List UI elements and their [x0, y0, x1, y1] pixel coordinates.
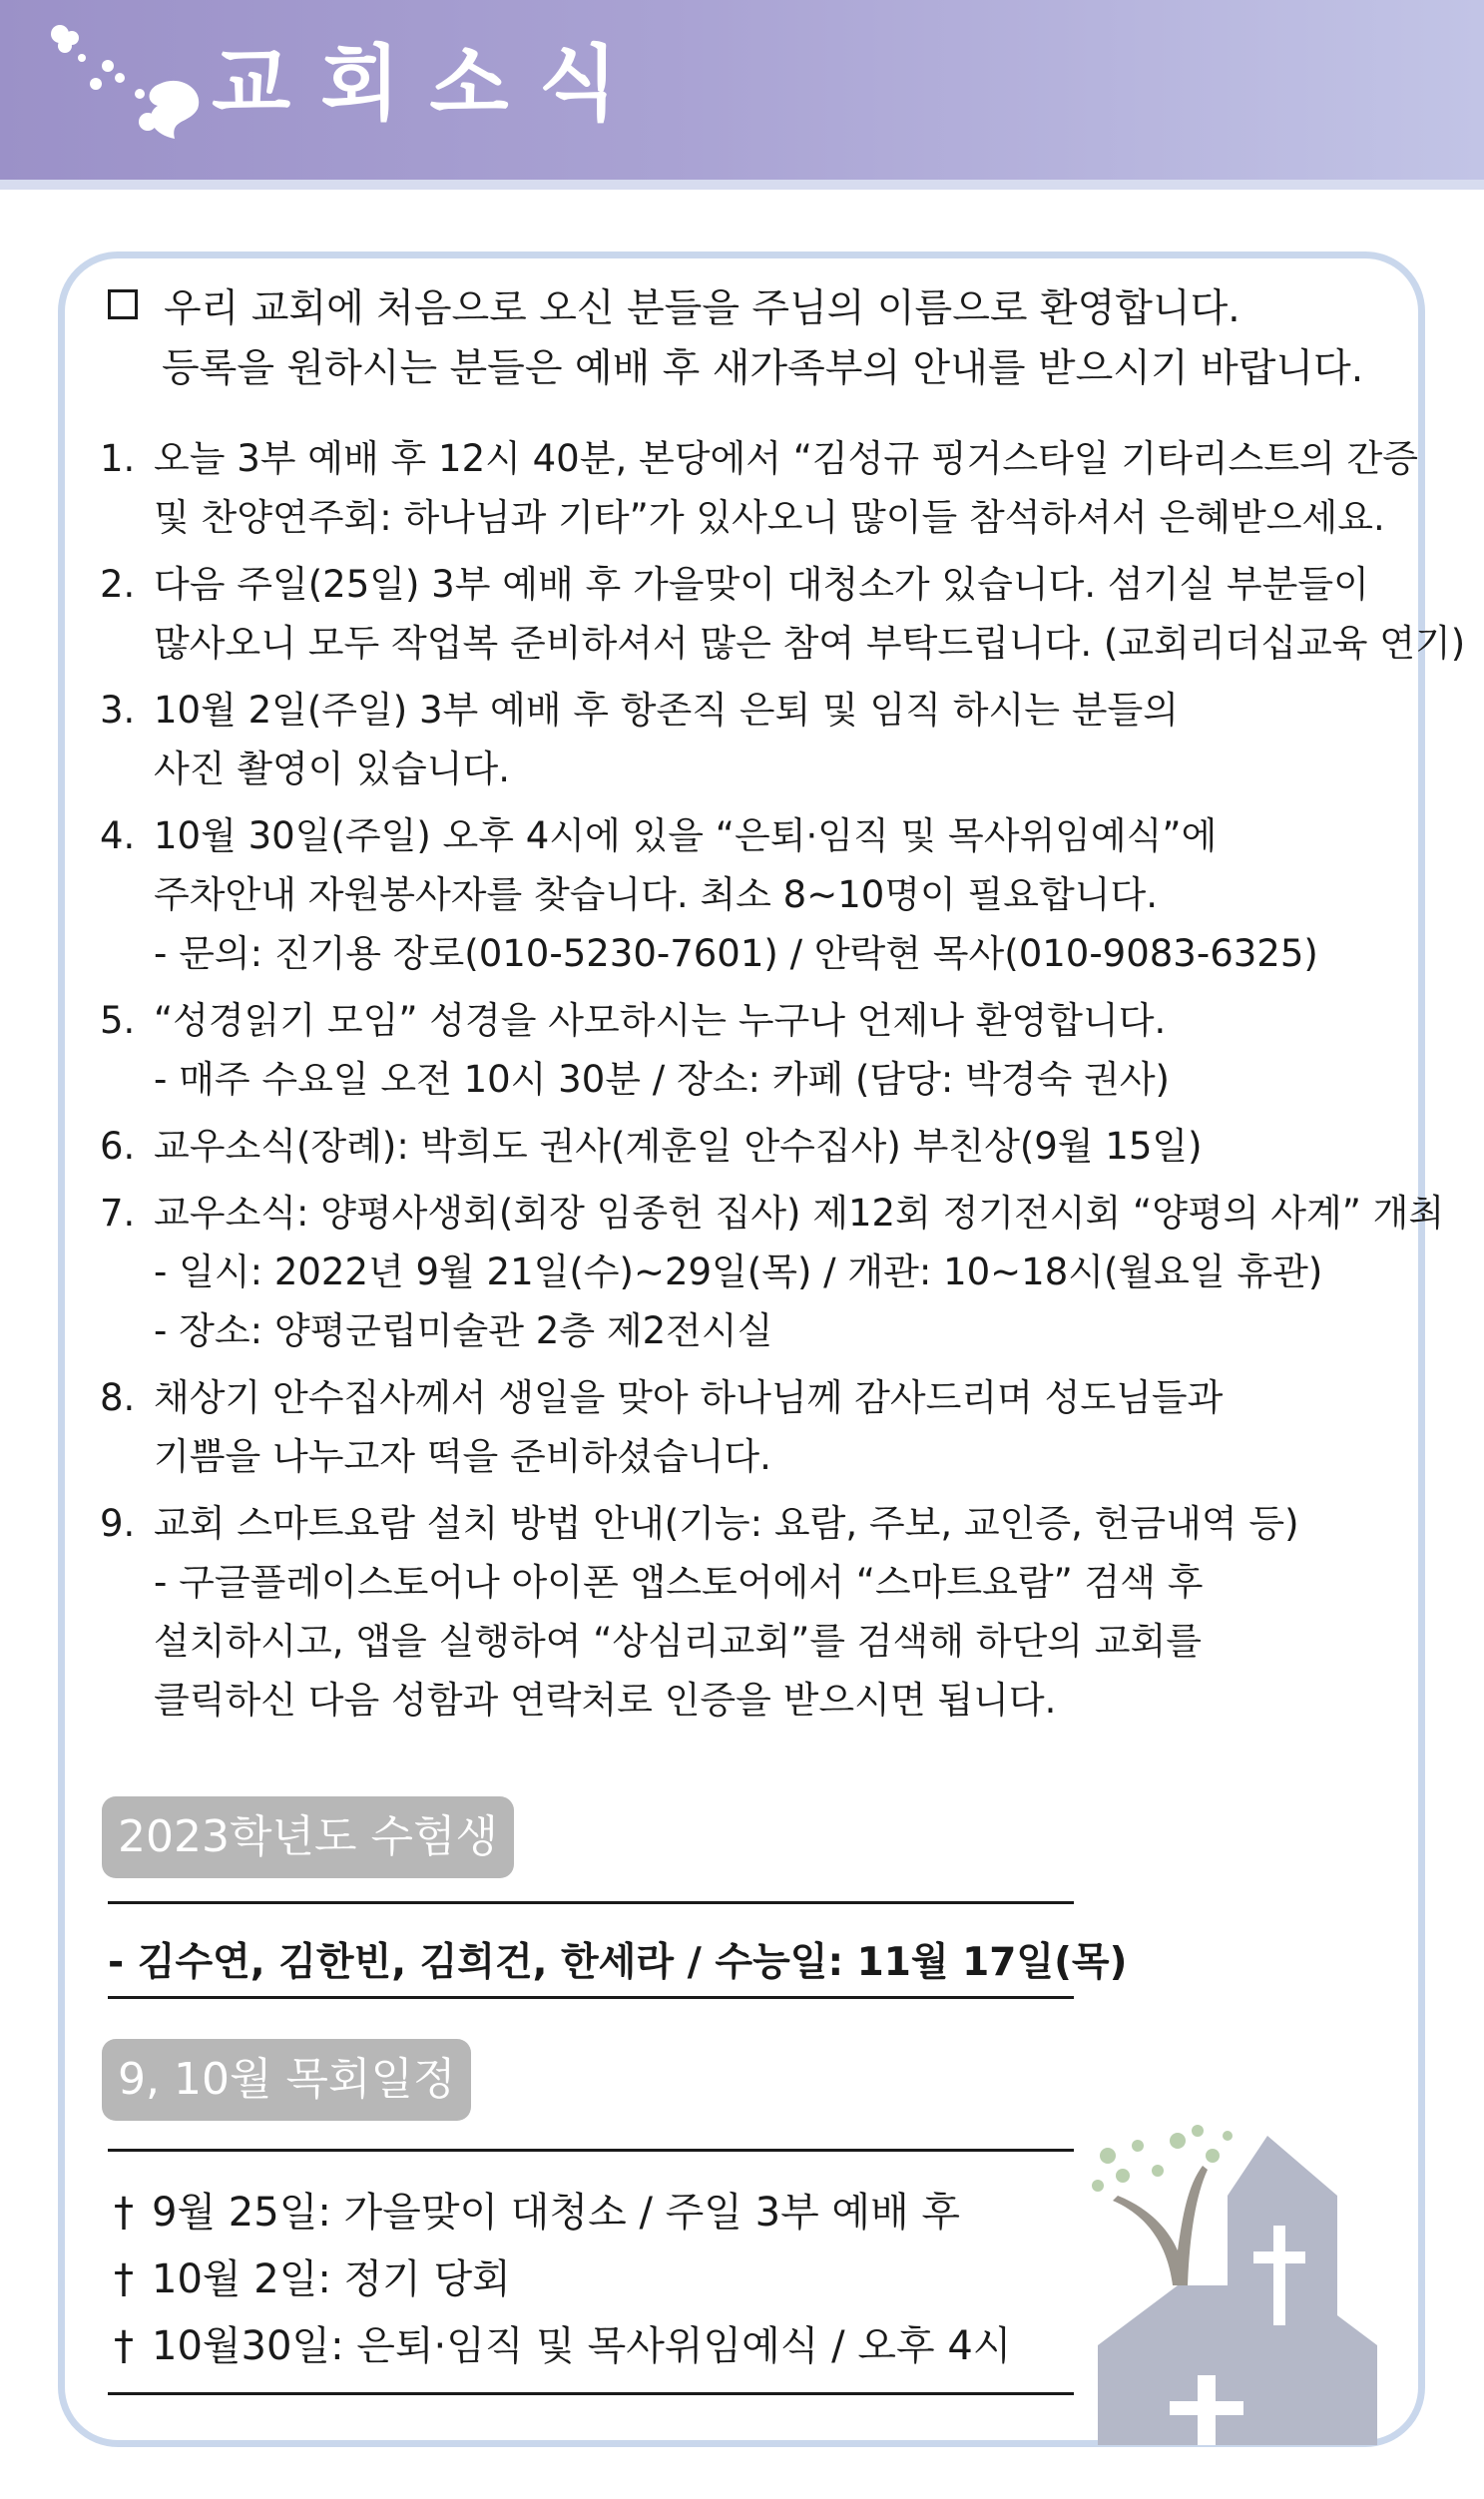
notice-item	[100, 429, 1419, 547]
notice-number: 9.	[100, 1502, 136, 1545]
flower-icon	[30, 14, 210, 164]
notice-number: 4.	[100, 814, 136, 857]
notice-item	[100, 1368, 1387, 1486]
notice-number: 1.	[100, 437, 136, 480]
notice-line: 사진 촬영이 있습니다.	[154, 748, 510, 790]
church-with-tree-icon	[1078, 2116, 1377, 2445]
divider	[108, 2149, 1074, 2152]
exam-students: - 김수연, 김한빈, 김희건, 한세라 / 수능일: 11월 17일(목)	[108, 1940, 1128, 1985]
notice-line: 오늘 3부 예배 후 12시 40분, 본당에서 “김성규 핑거스타일 기타리스트의 간증	[154, 437, 1419, 480]
welcome-line-2: 등록을 원하시는 분들은 예배 후 새가족부의 안내를 받으시기 바랍니다.	[162, 346, 1364, 391]
notice-item	[100, 681, 1387, 798]
notice-line: 교우소식(장례): 박희도 권사(계훈일 안수집사) 부친상(9월 15일)	[154, 1125, 1203, 1168]
notice-number: 8.	[100, 1376, 136, 1419]
notice-item	[100, 1117, 1387, 1176]
divider	[108, 1901, 1074, 1904]
notice-line: 10월 2일(주일) 3부 예배 후 항존직 은퇴 및 임직 하시는 분들의	[154, 689, 1179, 732]
schedule-badge: 9, 10월 목회일정	[102, 2039, 471, 2121]
notice-line: - 매주 수요일 오전 10시 30분 / 장소: 카페 (담당: 박경숙 권사)	[154, 1058, 1170, 1101]
schedule-item: † 9월 25일: 가을맞이 대청소 / 주일 3부 예배 후	[114, 2190, 961, 2236]
notice-line: 기쁨을 나누고자 떡을 준비하셨습니다.	[154, 1435, 771, 1478]
notice-line: - 장소: 양평군립미술관 2층 제2전시실	[154, 1309, 773, 1352]
checkbox-square-icon	[108, 289, 138, 319]
notice-line: 다음 주일(25일) 3부 예배 후 가을맞이 대청소가 있습니다. 섬기실 부분들이	[154, 563, 1369, 606]
notice-line: 10월 30일(주일) 오후 4시에 있을 “은퇴·임직 및 목사위임예식”에	[154, 814, 1218, 857]
notice-item	[100, 991, 1387, 1109]
notice-line: 주차안내 자원봉사자를 찾습니다. 최소 8~10명이 필요합니다.	[154, 873, 1159, 916]
welcome-line-1: 우리 교회에 처음으로 오신 분들을 주님의 이름으로 환영합니다.	[164, 286, 1240, 331]
schedule-item: † 10월30일: 은퇴·임직 및 목사위임예식 / 오후 4시	[114, 2323, 1012, 2369]
cross-icon: †	[114, 2323, 134, 2369]
notice-number: 6.	[100, 1125, 136, 1168]
divider	[108, 2392, 1074, 2395]
header-underline	[0, 180, 1484, 190]
notice-list	[100, 429, 1466, 1738]
notice-item	[100, 806, 1387, 983]
exam-badge: 2023학년도 수험생	[102, 1796, 514, 1878]
notice-line: 설치하시고, 앱을 실행하여 “상심리교회”를 검색해 하단의 교회를	[154, 1620, 1202, 1663]
welcome-message	[108, 279, 1395, 399]
notice-line: - 문의: 진기용 장로(010-5230-7601) / 안락현 목사(010-9083-6325)	[154, 932, 1318, 975]
notice-number: 7.	[100, 1192, 136, 1235]
notice-line: 교회 스마트요람 설치 방법 안내(기능: 요람, 주보, 교인증, 헌금내역 등)	[154, 1502, 1299, 1545]
notice-line: 채상기 안수집사께서 생일을 맞아 하나님께 감사드리며 성도님들과	[154, 1376, 1224, 1419]
notice-item	[100, 1184, 1445, 1360]
notice-number: 3.	[100, 689, 136, 732]
notice-line: “성경읽기 모임” 성경을 사모하시는 누구나 언제나 환영합니다.	[154, 999, 1167, 1042]
notice-item	[100, 1494, 1387, 1730]
cross-icon: †	[114, 2256, 134, 2302]
schedule-item: † 10월 2일: 정기 당회	[114, 2256, 511, 2302]
cross-icon: †	[114, 2190, 134, 2236]
page-title: 교회소식	[212, 37, 648, 132]
divider	[108, 1996, 1074, 1999]
notice-line: 클릭하신 다음 성함과 연락처로 인증을 받으시면 됩니다.	[154, 1679, 1057, 1722]
notice-item	[100, 555, 1466, 673]
notice-line: - 일시: 2022년 9월 21일(수)~29일(목) / 개관: 10~18시(월요일 휴관)	[154, 1250, 1323, 1293]
notice-line: - 구글플레이스토어나 아이폰 앱스토어에서 “스마트요람” 검색 후	[154, 1561, 1204, 1604]
notice-number: 5.	[100, 999, 136, 1042]
notice-line: 많사오니 모두 작업복 준비하셔서 많은 참여 부탁드립니다. (교회리더십교육 연기)	[154, 622, 1466, 665]
notice-line: 및 찬양연주회: 하나님과 기타”가 있사오니 많이들 참석하셔서 은혜받으세요.	[154, 496, 1385, 539]
notice-line: 교우소식: 양평사생회(회장 임종헌 집사) 제12회 정기전시회 “양평의 사계” 개최	[154, 1192, 1445, 1235]
notice-number: 2.	[100, 563, 136, 606]
